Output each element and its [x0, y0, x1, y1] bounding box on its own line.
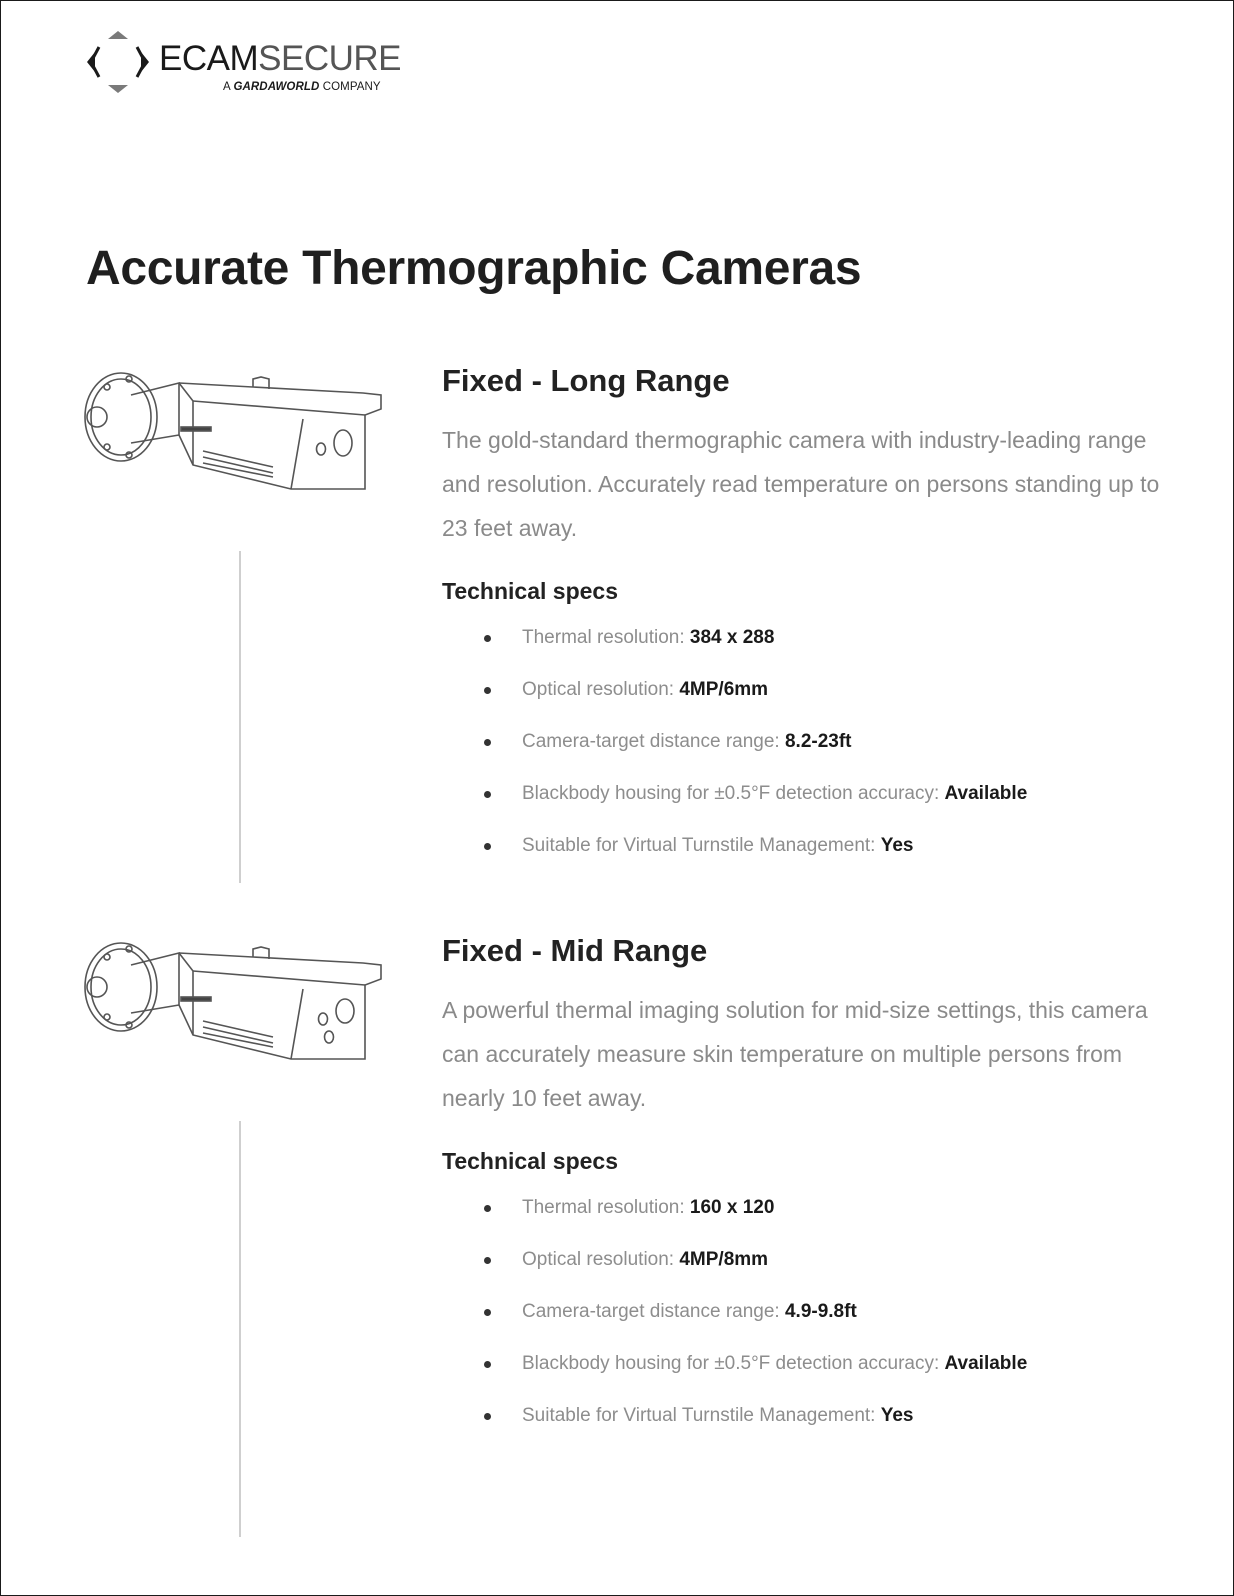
spec-item [442, 625, 1162, 677]
spec-item [442, 833, 1162, 885]
product-description: A powerful thermal imaging solution for mid-size settings, this camera can accurately measure skin temperature on multiple persons from nearly 10 feet away. [442, 997, 1148, 1111]
logo-wordmark: ECAMSECURE [159, 39, 401, 78]
spec-item [442, 1247, 1162, 1299]
bullet-camera-icon [83, 365, 385, 499]
spec-label: Suitable for Virtual Turnstile Management: [522, 835, 881, 856]
spec-value: 8.2-23ft [784, 731, 852, 752]
ecamsecure-logo-icon [85, 29, 151, 95]
bullet-icon [484, 739, 491, 746]
spec-item [442, 1403, 1162, 1455]
spec-item [442, 677, 1162, 729]
product-content [442, 935, 1162, 1455]
bullet-icon [484, 687, 491, 694]
product-title: Fixed - Mid Range [442, 933, 708, 968]
logo-tagline: A GARDAWORLD COMPANY [223, 81, 381, 93]
spec-item [442, 1299, 1162, 1351]
spec-label: Optical resolution: [522, 679, 680, 700]
page-title: Accurate Thermographic Cameras [86, 242, 862, 295]
specs-heading: Technical specs [442, 1148, 618, 1174]
spec-item [442, 1195, 1162, 1247]
spec-label: Optical resolution: [522, 1249, 680, 1270]
spec-item [442, 1351, 1162, 1403]
product-description: The gold-standard thermographic camera with industry-leading range and resolution. Accurately read temperature on persons standing up to 23 feet away. [442, 427, 1160, 541]
spec-value: Yes [880, 1405, 914, 1426]
spec-value: Available [944, 783, 1028, 804]
spec-item [442, 781, 1162, 833]
spec-label: Blackbody housing for ±0.5°F detection accuracy: [522, 783, 945, 804]
spec-label: Camera-target distance range: [522, 731, 785, 752]
specs-heading: Technical specs [442, 578, 618, 604]
bullet-icon [484, 791, 491, 798]
bullet-icon [484, 843, 491, 850]
spec-label: Camera-target distance range: [522, 1301, 785, 1322]
spec-label: Thermal resolution: [522, 1197, 690, 1218]
spec-value: Yes [880, 835, 914, 856]
bullet-icon [484, 635, 491, 642]
spec-label: Suitable for Virtual Turnstile Management: [522, 1405, 881, 1426]
bullet-icon [484, 1413, 491, 1420]
company-logo [85, 29, 401, 95]
spec-label: Thermal resolution: [522, 627, 690, 648]
spec-value: 384 x 288 [689, 627, 775, 648]
spec-value: 4MP/8mm [679, 1249, 769, 1270]
spec-value: 160 x 120 [689, 1197, 775, 1218]
bullet-icon [484, 1257, 491, 1264]
section-divider-line [239, 551, 241, 883]
spec-value: 4MP/6mm [679, 679, 769, 700]
bullet-icon [484, 1361, 491, 1368]
spec-item [442, 729, 1162, 781]
product-title: Fixed - Long Range [442, 363, 730, 398]
bullet-icon [484, 1309, 491, 1316]
spec-label: Blackbody housing for ±0.5°F detection accuracy: [522, 1353, 945, 1374]
spec-value: 4.9-9.8ft [784, 1301, 857, 1322]
spec-list [442, 1195, 1162, 1455]
bullet-camera-icon [83, 935, 385, 1069]
bullet-icon [484, 1205, 491, 1212]
product-content [442, 365, 1162, 885]
spec-value: Available [944, 1353, 1028, 1374]
section-divider-line [239, 1121, 241, 1537]
spec-list [442, 625, 1162, 885]
